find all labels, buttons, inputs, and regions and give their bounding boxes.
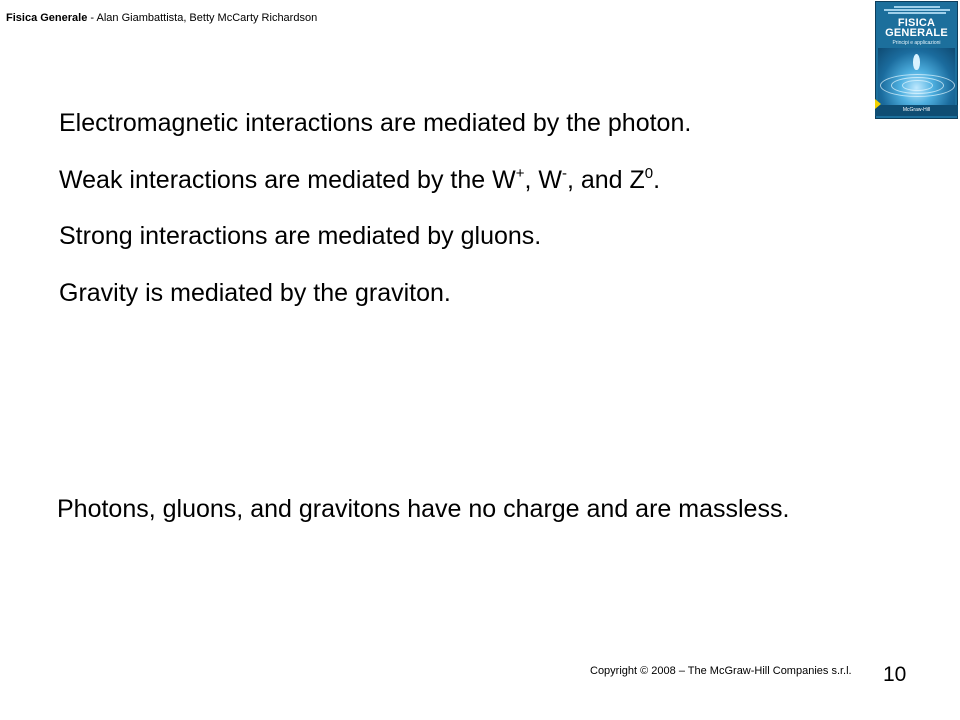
slide-header [6, 12, 317, 25]
list-item-weak [59, 166, 691, 194]
weak-text-2: , W [524, 165, 562, 194]
cover-author-lines [881, 5, 952, 15]
cover-title-line1: FISICA [897, 17, 936, 29]
z-zero-charge: 0 [644, 164, 654, 182]
cover-title [875, 18, 958, 38]
page-number: 10 [883, 663, 907, 686]
header-separator: - [87, 12, 97, 24]
cover-title-line2: GENERALE [885, 27, 948, 39]
list-item-strong: Strong interactions are mediated by gluons. [59, 222, 542, 250]
cover-subtitle: Principi e applicazioni [892, 40, 941, 46]
weak-text-3: , and Z [566, 165, 645, 194]
cover-publisher: McGraw-Hill [875, 105, 958, 116]
book-cover-image [875, 1, 958, 119]
water-drop-illustration [878, 48, 955, 105]
massless-note: Photons, gluons, and gravitons have no charge and are massless. [57, 495, 790, 523]
book-authors: Alan Giambattista, Betty McCarty Richardson [96, 12, 318, 24]
interaction-list [59, 109, 691, 307]
list-item-gravity: Gravity is mediated by the graviton. [59, 278, 451, 307]
book-title: Fisica Generale [6, 12, 88, 24]
cover-yellow-tab [875, 99, 881, 109]
w-plus-charge: + [515, 164, 525, 182]
w-minus-charge: - [561, 164, 567, 182]
water-drop [913, 54, 920, 70]
list-item-electromagnetic: Electromagnetic interactions are mediated by the photon. [59, 109, 692, 137]
weak-text-4: . [653, 165, 661, 194]
copyright-notice: Copyright © 2008 – The McGraw-Hill Companies s.r.l. [590, 665, 852, 677]
weak-text-1: Weak interactions are mediated by the W [59, 165, 516, 194]
ripple-outer [880, 74, 955, 97]
